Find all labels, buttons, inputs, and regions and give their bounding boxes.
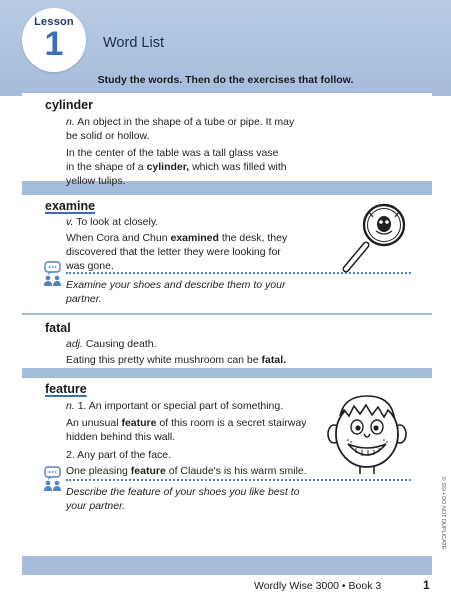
example-line: Eating this pretty white mushroom can be fatal. <box>66 354 287 366</box>
example-line: An unusual feature of this room is a secret stairway <box>66 417 307 429</box>
example-line: When Cora and Chun examined the desk, they <box>66 232 288 244</box>
example-line: One pleasing feature of Claude's is his warm smile. <box>66 465 307 477</box>
highlighted-word: cylinder, <box>146 161 190 173</box>
definition-line: be solid or hollow. <box>66 130 150 142</box>
example-line: discovered that the letter they were looking for <box>66 246 281 258</box>
example-line: In the center of the table was a tall glass vase <box>66 147 279 159</box>
partner-activity-line: partner. <box>66 293 102 305</box>
definition-line: n. An object in the shape of a tube or pipe. It may <box>66 116 295 128</box>
entry-card-cylinder <box>22 93 432 187</box>
page-number: 1 <box>423 578 430 592</box>
example-line: hidden behind this wall. <box>66 431 176 443</box>
definition-line: n. 1. An important or special part of something. <box>66 400 284 412</box>
example-line: yellow tulips. <box>66 175 126 187</box>
definition-line: 2. Any part of the face. <box>66 449 172 461</box>
partner-activity-line: Examine your shoes and describe them to your <box>66 279 286 291</box>
part-of-speech: adj. <box>66 338 83 350</box>
dotted-divider <box>66 479 411 481</box>
entry-card-feature <box>22 378 432 556</box>
partner-activity-line: Describe the feature of your shoes you like best to <box>66 486 300 498</box>
partner-discussion-icon <box>42 261 64 287</box>
instructions: Study the words. Then do the exercises that follow. <box>97 74 354 86</box>
page-title: Word List <box>103 35 164 51</box>
example-line: in the shape of a cylinder, which was filled with <box>66 161 287 173</box>
footer-book-title: Wordly Wise 3000 • Book 3 <box>254 580 382 592</box>
copyright-notice: © SSI • DO NOT DUPLICATE <box>440 476 446 550</box>
definition-line: v. To look at closely. <box>66 216 159 228</box>
entry-word: examine <box>45 199 96 213</box>
entry-word: fatal <box>45 321 71 335</box>
example-line: was gone. <box>66 260 114 272</box>
part-of-speech: v. <box>66 216 74 228</box>
highlighted-word: examined <box>170 232 219 244</box>
partner-activity-line: your partner. <box>66 500 126 512</box>
entry-card-fatal <box>22 315 432 368</box>
magnifying-glass-illustration <box>340 201 410 273</box>
highlighted-word: feature <box>130 465 166 477</box>
lesson-badge <box>22 8 86 72</box>
partner-discussion-icon <box>42 466 64 492</box>
definition-line: adj. Causing death. <box>66 338 157 350</box>
highlighted-word: fatal. <box>261 354 287 366</box>
lesson-label: Lesson <box>34 16 74 28</box>
highlighted-word: feature <box>121 417 157 429</box>
lesson-number: 1 <box>44 25 64 63</box>
entry-word: feature <box>45 382 87 396</box>
part-of-speech: n. <box>66 400 75 412</box>
word-list-area <box>22 93 432 575</box>
entry-word: cylinder <box>45 98 93 112</box>
part-of-speech: n. <box>66 116 75 128</box>
entry-card-examine <box>22 195 432 313</box>
smiling-boy-illustration <box>326 390 408 478</box>
